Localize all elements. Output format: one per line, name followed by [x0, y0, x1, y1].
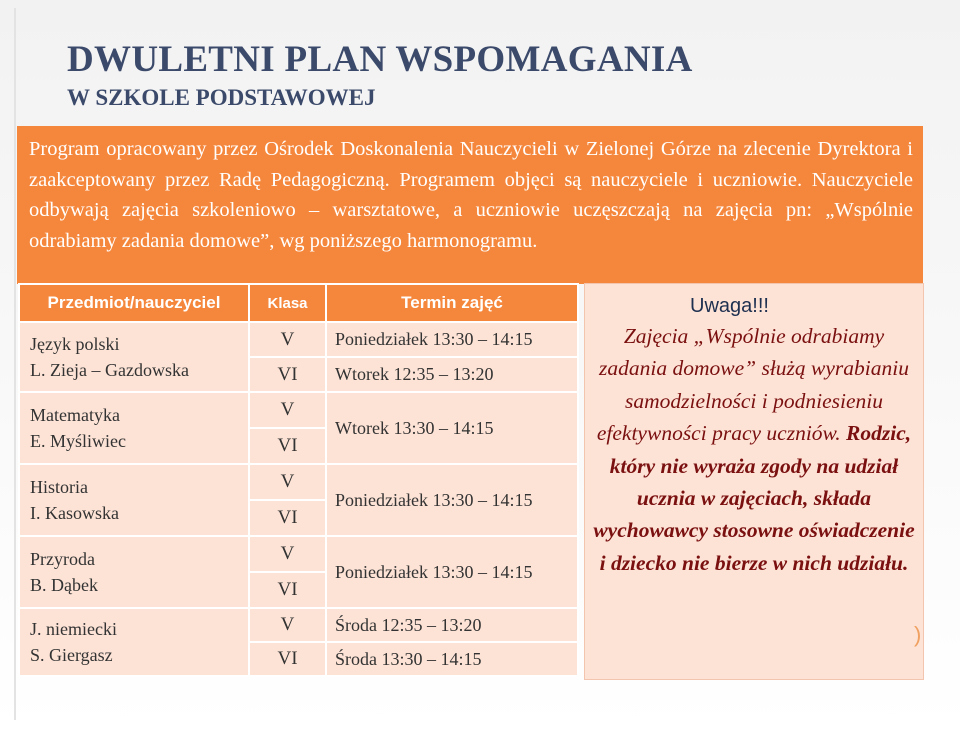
teacher-name: B. Dąbek — [30, 575, 98, 595]
teacher-name: I. Kasowska — [30, 503, 119, 523]
header-subject: Przedmiot/nauczyciel — [19, 284, 249, 322]
class-cell: VI — [249, 642, 326, 676]
note-body — [585, 320, 923, 579]
term-cell: Wtorek 13:30 – 14:15 — [326, 392, 578, 464]
note-box — [584, 283, 924, 680]
table-row — [19, 392, 578, 428]
table-row — [19, 464, 578, 500]
teacher-name: E. Myśliwiec — [30, 431, 126, 451]
subject-cell — [19, 608, 249, 676]
table-row — [19, 608, 578, 642]
class-cell: V — [249, 608, 326, 642]
decorative-parenthesis: ) — [914, 622, 922, 647]
page-title: DWULETNI PLAN WSPOMAGANIA — [67, 39, 693, 80]
header-class: Klasa — [249, 284, 326, 322]
note-title: Uwaga!!! — [690, 295, 769, 317]
note-bold-text: Rodzic, który nie wyraża zgody na udział ucznia w zajęciach, składa wychowawcy stosowne oświadczenie i dziecko nie bierze w nich udziału. — [593, 421, 915, 575]
page-subtitle: W SZKOLE PODSTAWOWEJ — [67, 85, 376, 110]
term-cell: Poniedziałek 13:30 – 14:15 — [326, 464, 578, 536]
subject-cell — [19, 392, 249, 464]
teacher-name: L. Zieja – Gazdowska — [30, 360, 189, 380]
class-cell: V — [249, 392, 326, 428]
subject-name: Język polski — [30, 334, 120, 354]
class-cell: V — [249, 464, 326, 500]
table-header-row — [19, 284, 578, 322]
term-cell: Poniedziałek 13:30 – 14:15 — [326, 536, 578, 608]
subject-cell — [19, 464, 249, 536]
term-cell: Poniedziałek 13:30 – 14:15 — [326, 322, 578, 357]
subject-name: Przyroda — [30, 549, 95, 569]
left-frame-line — [14, 8, 16, 720]
class-cell: V — [249, 322, 326, 357]
teacher-name: S. Giergasz — [30, 645, 113, 665]
term-cell: Środa 13:30 – 14:15 — [326, 642, 578, 676]
schedule-table — [18, 283, 579, 677]
header-term: Termin zajęć — [326, 284, 578, 322]
class-cell: VI — [249, 357, 326, 392]
subject-cell — [19, 536, 249, 608]
subject-name: J. niemiecki — [30, 619, 117, 639]
subject-cell — [19, 322, 249, 392]
table-row — [19, 536, 578, 572]
program-description: Program opracowany przez Ośrodek Doskonalenia Nauczycieli w Zielonej Górze na zlecenie Dyrektora i zaakceptowany przez Radę Pedagogiczną. Programem objęci są nauczyciele i uczniowie. Nauczyciele odbywają zajęcia szkoleniowo – warsztatowe, a uczniowie uczęszczają na zajęcia pn: „Wspólnie odrabiamy zadania domowe”, wg poniższego harmonogramu. — [17, 126, 923, 284]
term-cell: Wtorek 12:35 – 13:20 — [326, 357, 578, 392]
class-cell: VI — [249, 500, 326, 536]
term-cell: Środa 12:35 – 13:20 — [326, 608, 578, 642]
class-cell: VI — [249, 572, 326, 608]
class-cell: V — [249, 536, 326, 572]
subject-name: Historia — [30, 477, 88, 497]
subject-name: Matematyka — [30, 405, 120, 425]
table-row — [19, 322, 578, 357]
note-italic-text: Zajęcia „Wspólnie odrabiamy zadania domowe” służą wyrabianiu samodzielności i podniesieniu efektywności pracy uczniów. — [596, 324, 909, 446]
class-cell: VI — [249, 428, 326, 464]
